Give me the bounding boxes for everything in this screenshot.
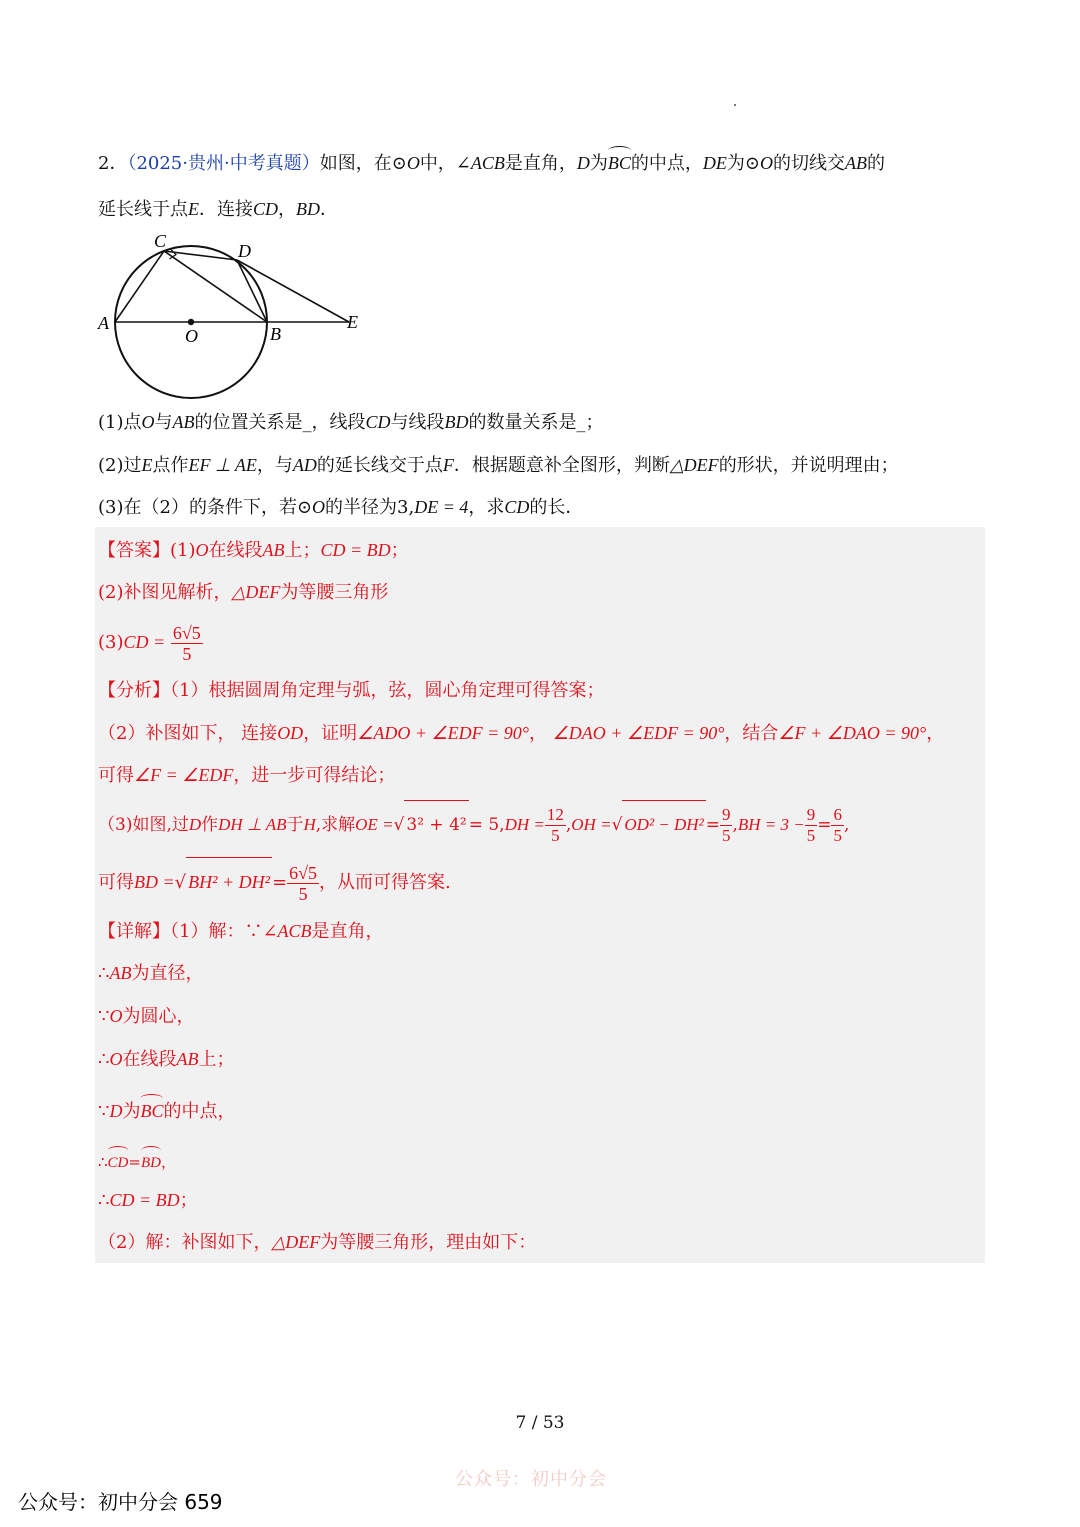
analysis-tag: 【分析】 <box>98 680 170 701</box>
analysis-line-5: 可得BD =√ BH² + DH² = $\frac{6√5}{5}$ ，从而可得答案. <box>98 857 451 907</box>
label-a: A <box>98 313 109 333</box>
answer-tag: 【答案】 <box>98 540 170 561</box>
segment-ac <box>115 251 164 322</box>
detail-line-4: ∴O在线段AB上； <box>98 1049 235 1070</box>
detail-line-1: 【详解】（1）解：∵∠ACB是直角， <box>98 921 384 942</box>
label-o: O <box>185 326 198 346</box>
geometry-figure <box>95 230 375 405</box>
footer-caption: 公众号：初中分会 659 <box>18 1490 223 1514</box>
analysis-line-3: 可得∠F = ∠EDF，进一步可得结论； <box>98 765 396 786</box>
answer-line-1: 【答案】(1)O在线段AB上；CD = BD； <box>98 540 409 561</box>
detail-line-8: （2）解：补图如下，△DEF为等腰三角形，理由如下： <box>98 1232 537 1253</box>
detail-line-2: ∴AB为直径， <box>98 963 204 984</box>
question-stem-line1: 2．（2025·贵州·中考真题）如图，在⊙O中，∠ACB是直角，D为BC的中点，DE为⊙O的切线交AB的 <box>98 146 885 177</box>
question-source: （2025·贵州·中考真题） <box>127 153 320 174</box>
sub-question-2: (2)过E点作EF ⊥ AE，与AD的延长线交于点F．根据题意补全图形，判断△DEF的形状，并说明理由； <box>98 455 899 476</box>
segment-bd <box>237 260 267 322</box>
page-number: 7 / 53 <box>515 1413 565 1433</box>
detail-line-6: ∴CD=BD， <box>98 1146 176 1176</box>
answer-line-3: (3)CD = $\frac{6√5}{5}$ <box>98 622 201 664</box>
label-d: D <box>238 241 251 261</box>
sub-question-3: (3)在（2）的条件下，若⊙O的半径为3,DE = 4，求CD的长． <box>98 497 584 518</box>
detail-line-3: ∵O为圆心， <box>98 1006 195 1027</box>
label-b: B <box>270 324 281 344</box>
answer-line-2: (2)补图见解析，△DEF为等腰三角形 <box>98 582 389 603</box>
detail-tag: 【详解】 <box>98 921 170 942</box>
analysis-line-4: （3)如图,过D作DH ⊥ AB于H,求解OE =√ 3² + 4² = 5,DH = $\frac{12}{5}$ ,OH =√ OD² − DH² = $\frac{9}{5}$ ,BH = 3 − $\frac{9}{5}$ = $\frac{6}{5}$ , <box>98 800 849 849</box>
analysis-line-2: （2）补图如下， 连接OD，证明∠ADO + ∠EDF = 90°， ∠DAO + ∠EDF = 90°，结合∠F + ∠DAO = 90°， <box>98 723 945 744</box>
segment-cb <box>164 251 267 322</box>
label-c: C <box>154 231 167 251</box>
detail-line-5: ∵D为BC的中点， <box>98 1094 235 1125</box>
center-point <box>188 319 194 325</box>
analysis-line-1: 【分析】（1）根据圆周角定理与弧，弦，圆心角定理可得答案； <box>98 680 605 701</box>
sub-question-1: (1)点O与AB的位置关系是_，线段CD与线段BD的数量关系是_； <box>98 412 604 433</box>
detail-line-7: ∴CD = BD； <box>98 1190 198 1211</box>
answer-fraction: $\frac{6√5}{5}$ <box>172 622 201 664</box>
stray-dot <box>734 104 736 106</box>
label-e: E <box>347 312 358 332</box>
watermark: 公众号：初中分会 <box>455 1469 607 1490</box>
question-stem-line2: 延长线于点E．连接CD，BD． <box>98 199 339 220</box>
